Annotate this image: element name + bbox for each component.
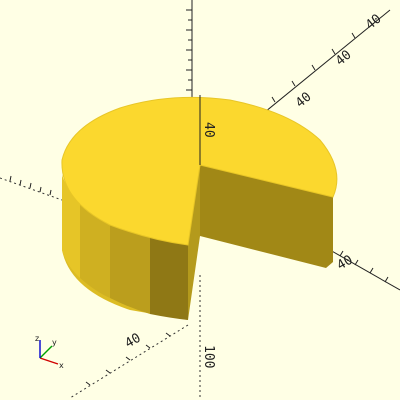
y-negative-tick-label: 40: [122, 330, 144, 352]
indicator-y-axis: [40, 346, 52, 358]
y-tick-label-far: 40: [332, 47, 355, 70]
indicator-z-label: z: [35, 334, 40, 343]
z-negative-tick-label: 100: [201, 345, 216, 369]
x-negative-axis-ticks: [10, 176, 51, 195]
y-tick-label-edge: 40: [362, 11, 385, 34]
x-negative-axis-line: [0, 178, 62, 200]
cylinder-model[interactable]: [62, 97, 337, 320]
y-tick-label-mid: 40: [292, 89, 315, 112]
x-tick-label: 40: [334, 252, 356, 274]
indicator-y-label: y: [52, 338, 57, 347]
indicator-x-axis: [40, 358, 58, 364]
axis-orientation-indicator: [35, 334, 64, 370]
z-tick-label-top: 40: [201, 122, 216, 138]
cylinder-side-band-4: [150, 235, 188, 320]
indicator-x-label: x: [59, 361, 64, 370]
